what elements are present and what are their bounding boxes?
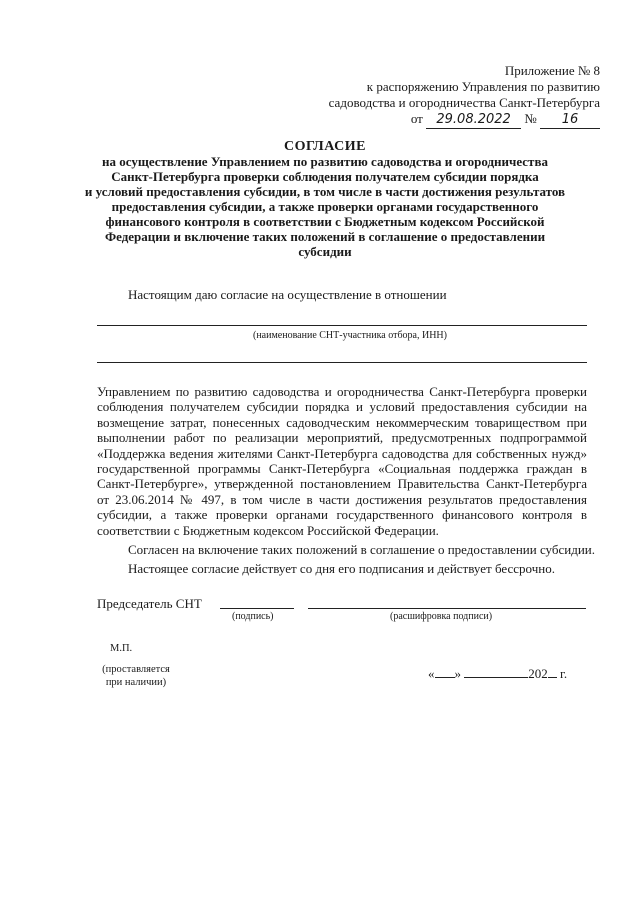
title-line: и условий предоставления субсидии, в том числе в части достижения результатов: [84, 184, 566, 199]
appendix-department-line: садоводства и огородничества Санкт-Петербурга: [328, 95, 600, 110]
year-prefix: 202: [528, 666, 548, 681]
snt-name-caption: (наименование СНТ-участника отбора, ИНН): [253, 330, 447, 341]
intro-text: Настоящим даю согласие на осуществление в отношении: [128, 287, 447, 302]
year-suffix: г.: [560, 666, 568, 681]
title-line: финансового контроля в соответствии с Бюджетным кодексом Российской: [105, 214, 545, 229]
appendix-header: [329, 63, 600, 129]
title-line: на осуществление Управлением по развитию садоводства и огородничества: [102, 154, 548, 169]
title-line: предоставления субсидии, а также проверки органами государственного: [111, 199, 539, 214]
document-title: [60, 139, 590, 259]
date-open-quote: «: [428, 666, 435, 681]
day-blank[interactable]: [435, 664, 455, 678]
snt-name-field[interactable]: [97, 325, 587, 326]
stamp-note-line: (проставляется: [102, 664, 170, 675]
date-close-quote: »: [454, 666, 461, 681]
stamp-mark: М.П.: [110, 643, 133, 654]
snt-name-field-continuation[interactable]: [97, 362, 587, 363]
title-line: Санкт-Петербурга проверки соблюдения получателем субсидии порядка: [111, 169, 539, 184]
signature-caption: (подпись): [232, 611, 274, 622]
from-label: от: [410, 111, 423, 126]
appendix-date-number-line: [329, 111, 600, 129]
signature-field[interactable]: [220, 608, 294, 609]
stamp-note-line: при наличии): [105, 677, 167, 688]
title-line: Федерации и включение таких положений в соглашение о предоставлении: [104, 229, 546, 244]
number-label: №: [524, 111, 537, 126]
order-date: 29.08.2022: [426, 112, 521, 129]
month-blank[interactable]: [464, 664, 528, 678]
date-line: [428, 664, 567, 682]
body-paragraph: Управлением по развитию садоводства и огородничества Санкт-Петербурга проверки соблюдения получателем субсидии порядка и условий предоставления субсидии на возмещение затрат, понесенных садоводческим некоммерческим товариществом при выполнении работ по реализации мероприятий, предусмотренных подпрограммой «Поддержка ведения жителями Санкт-Петербурга садоводства для собственных нужд» государственной программы Санкт-Петербурга «Социальная поддержка граждан в Санкт-Петербурге», утвержденной постановлением Правительства Санкт-Петербурга от 23.06.2014 № 497, в том числе в части достижения результатов предоставления субсидии, а также проверки органами государственного финансового контроля в соответствии с Бюджетным кодексом Российской Федерации.: [97, 384, 587, 538]
appendix-title: Приложение № 8: [504, 63, 600, 78]
stamp-note: [97, 663, 175, 689]
order-number: 16: [540, 112, 600, 129]
title-line: субсидии: [298, 244, 352, 259]
signature-decode-field[interactable]: [308, 608, 586, 609]
appendix-order-line: к распоряжению Управления по развитию: [366, 79, 600, 94]
validity-text: Настоящее согласие действует со дня его подписания и действует бессрочно.: [128, 561, 555, 576]
agree-inclusion-text: Согласен на включение таких положений в соглашение о предоставлении субсидии.: [128, 542, 595, 557]
chairman-label: Председатель СНТ: [97, 596, 202, 611]
signature-decode-caption: (расшифровка подписи): [390, 611, 493, 622]
title-main: СОГЛАСИЕ: [284, 139, 366, 154]
year-blank[interactable]: [548, 664, 557, 678]
